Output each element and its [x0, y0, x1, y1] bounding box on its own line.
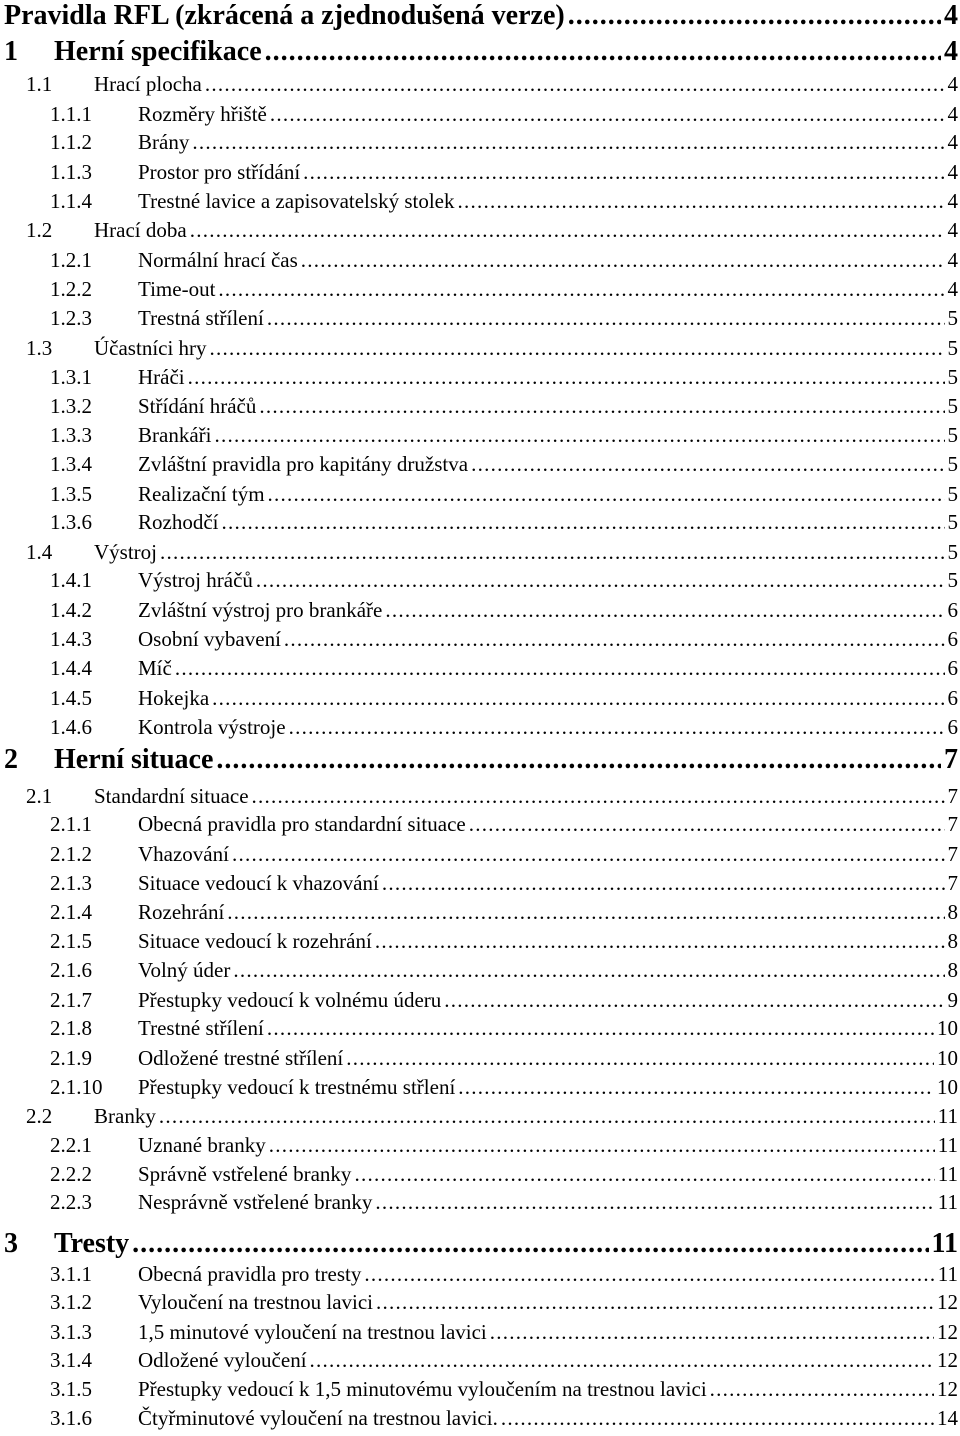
dot-leader: [471, 452, 944, 477]
dot-leader: [444, 988, 944, 1013]
toc-entry-page-number: 11: [937, 1162, 958, 1186]
toc-subsection-entry[interactable]: [50, 686, 958, 714]
toc-entry-page-number: 11: [937, 1262, 958, 1286]
toc-entry-page-number: 12: [937, 1320, 958, 1344]
toc-entry-title: Situace vedoucí k vhazování: [138, 871, 379, 895]
toc-entry-title: Brány: [138, 130, 190, 154]
toc-entry-number: 2.1.4: [50, 900, 92, 924]
toc-entry-title: Hrací plocha: [94, 72, 202, 96]
dot-leader: [501, 1406, 934, 1431]
toc-entry-page-number: 5: [947, 568, 958, 592]
toc-entry-title: Přestupky vedoucí k trestnému střlení: [138, 1075, 456, 1099]
dot-leader: [346, 1046, 934, 1071]
toc-entry-number: 1.4: [26, 540, 53, 564]
toc-subsection-entry[interactable]: [50, 900, 958, 928]
toc-entry-page-number: 5: [947, 452, 958, 476]
toc-entry-number: 3.1.2: [50, 1290, 92, 1314]
toc-entry-page-number: 4: [947, 277, 958, 301]
toc-entry-page-number: 7: [944, 744, 958, 775]
toc-subsection-entry[interactable]: [50, 189, 958, 217]
toc-entry-page-number: 5: [947, 336, 958, 360]
toc-subsection-entry[interactable]: [50, 277, 958, 305]
toc-subsection-entry[interactable]: [50, 423, 958, 451]
toc-entry-number: 3.1.3: [50, 1320, 92, 1344]
toc-entry-title: Zvláštní výstroj pro brankáře: [138, 598, 383, 622]
dot-leader: [303, 160, 944, 185]
toc-entry-page-number: 5: [947, 540, 958, 564]
toc-entry-page-number: 8: [947, 929, 958, 953]
dot-leader: [160, 540, 945, 565]
toc-entry-page-number: 12: [937, 1377, 958, 1401]
toc-subsection-entry[interactable]: [50, 394, 958, 422]
toc-entry-title: Hráči: [138, 365, 185, 389]
dot-leader: [269, 1133, 935, 1158]
toc-entry-number: 2.1.3: [50, 871, 92, 895]
dot-leader: [301, 248, 945, 273]
toc-entry-title: Pravidla RFL (zkrácená a zjednodušená verze): [4, 0, 565, 31]
toc-entry-number: 1.3.4: [50, 452, 92, 476]
toc-entry-page-number: 5: [947, 423, 958, 447]
toc-entry-page-number: 11: [937, 1104, 958, 1128]
toc-entry-title: Osobní vybavení: [138, 627, 281, 651]
toc-subsection-entry[interactable]: [50, 1406, 958, 1434]
toc-entry-title: Vyloučení na trestnou lavici: [138, 1290, 374, 1314]
dot-leader: [188, 365, 945, 390]
toc-entry-page-number: 12: [937, 1348, 958, 1372]
toc-entry-title: Prostor pro střídání: [138, 160, 301, 184]
toc-entry-title: Přestupky vedoucí k volnému úderu: [138, 988, 442, 1012]
dot-leader: [376, 1290, 934, 1315]
dot-leader: [216, 744, 941, 776]
toc-entry-number: 1.4.5: [50, 686, 92, 710]
dot-leader: [289, 715, 945, 740]
dot-leader: [364, 1262, 934, 1287]
toc-entry-title: Herní situace: [54, 744, 214, 775]
dot-leader: [382, 871, 945, 896]
toc-chapter-entry[interactable]: [4, 744, 958, 780]
toc-chapter-entry[interactable]: [4, 1228, 958, 1264]
toc-subsection-entry[interactable]: [50, 598, 958, 626]
toc-entry-number: 2: [4, 744, 18, 775]
toc-entry-title: Obecná pravidla pro standardní situace: [138, 812, 466, 836]
toc-entry-number: 2.1.8: [50, 1016, 92, 1040]
toc-subsection-entry[interactable]: [50, 1133, 958, 1161]
dot-leader: [205, 72, 945, 97]
toc-entry-number: 2.2.3: [50, 1190, 92, 1214]
toc-entry-page-number: 7: [947, 784, 958, 808]
toc-subsection-entry[interactable]: [50, 102, 958, 130]
toc-subsection-entry[interactable]: [50, 1262, 958, 1290]
toc-entry-title: Volný úder: [138, 958, 231, 982]
dot-leader: [259, 394, 944, 419]
toc-entry-page-number: 6: [947, 656, 958, 680]
dot-leader: [214, 423, 944, 448]
toc-subsection-entry[interactable]: [50, 1377, 958, 1405]
toc-entry-page-number: 7: [947, 871, 958, 895]
dot-leader: [159, 1104, 935, 1129]
toc-entry-title: Herní specifikace: [54, 36, 262, 67]
toc-entry-page-number: 14: [937, 1406, 958, 1430]
toc-entry-title: Tresty: [54, 1228, 130, 1259]
toc-entry-title: Odložené trestné střílení: [138, 1046, 344, 1070]
toc-subsection-entry[interactable]: [50, 160, 958, 188]
toc-entry-number: 1.3: [26, 336, 53, 360]
dot-leader: [232, 842, 945, 867]
toc-entry-number: 1.2.1: [50, 248, 92, 272]
toc-entry-number: 3.1.4: [50, 1348, 92, 1372]
toc-entry-page-number: 7: [947, 842, 958, 866]
toc-entry-page-number: 6: [947, 686, 958, 710]
toc-entry-number: 1.1: [26, 72, 53, 96]
toc-entry-title: Hrací doba: [94, 218, 187, 242]
toc-subsection-entry[interactable]: [50, 1320, 958, 1348]
toc-subsection-entry[interactable]: [50, 1046, 958, 1074]
dot-leader: [375, 1190, 934, 1215]
toc-entry-title: Čtyřminutové vyloučení na trestnou lavici.: [138, 1406, 498, 1430]
toc-section-entry[interactable]: [26, 336, 958, 364]
toc-entry-title: Míč: [138, 656, 172, 680]
toc-entry-number: 1.4.4: [50, 656, 92, 680]
toc-entry-page-number: 10: [937, 1075, 958, 1099]
toc-subsection-entry[interactable]: [50, 452, 958, 480]
toc-entry-number: 1.1.3: [50, 160, 92, 184]
toc-section-entry[interactable]: [26, 72, 958, 100]
dot-leader: [227, 900, 944, 925]
toc-entry-page-number: 11: [931, 1228, 958, 1259]
toc-subsection-entry[interactable]: [50, 365, 958, 393]
toc-entry-title: Kontrola výstroje: [138, 715, 286, 739]
toc-entry-page-number: 4: [947, 72, 958, 96]
dot-leader: [270, 102, 945, 127]
toc-entry-page-number: 5: [947, 394, 958, 418]
toc-subsection-entry[interactable]: [50, 656, 958, 684]
toc-subsection-entry[interactable]: [50, 1348, 958, 1376]
toc-entry-title: Přestupky vedoucí k 1,5 minutovému vyloučením na trestnou lavici: [138, 1377, 707, 1401]
toc-entry-number: 1.4.2: [50, 598, 92, 622]
dot-leader: [192, 130, 944, 155]
toc-subsection-entry[interactable]: [50, 1190, 958, 1218]
toc-entry-title: 1,5 minutové vyloučení na trestnou lavici: [138, 1320, 487, 1344]
toc-entry-title: Standardní situace: [94, 784, 249, 808]
toc-entry-number: 3.1.5: [50, 1377, 92, 1401]
toc-entry-title: Vhazování: [138, 842, 229, 866]
toc-entry-page-number: 5: [947, 482, 958, 506]
toc-entry-title: Zvláštní pravidla pro kapitány družstva: [138, 452, 469, 476]
toc-subsection-entry[interactable]: [50, 627, 958, 655]
dot-leader: [267, 306, 945, 331]
toc-entry-number: 1.3.1: [50, 365, 92, 389]
dot-leader: [233, 958, 944, 983]
toc-entry-number: 2.2: [26, 1104, 53, 1128]
toc-entry-title: Obecná pravidla pro tresty: [138, 1262, 362, 1286]
toc-entry-page-number: 4: [947, 189, 958, 213]
toc-subsection-entry[interactable]: [50, 929, 958, 957]
toc-subsection-entry[interactable]: [50, 1162, 958, 1190]
toc-entry-title: Trestné lavice a zapisovatelský stolek: [138, 189, 455, 213]
toc-subsection-entry[interactable]: [50, 1075, 958, 1103]
toc-subsection-entry[interactable]: [50, 871, 958, 899]
toc-entry-number: 2.1.5: [50, 929, 92, 953]
toc-entry-title: Realizační tým: [138, 482, 265, 506]
toc-entry-number: 1.4.1: [50, 568, 92, 592]
toc-subsection-entry[interactable]: [50, 306, 958, 334]
toc-entry-number: 2.1.1: [50, 812, 92, 836]
toc-entry-number: 1.1.1: [50, 102, 92, 126]
toc-entry-page-number: 5: [947, 510, 958, 534]
toc-entry-page-number: 11: [937, 1133, 958, 1157]
dot-leader: [710, 1377, 934, 1402]
toc-entry-number: 2.2.1: [50, 1133, 92, 1157]
dot-leader: [568, 0, 941, 32]
toc-entry-number: 1.2.2: [50, 277, 92, 301]
toc-entry-title: Výstroj hráčů: [138, 568, 253, 592]
dot-leader: [218, 277, 944, 302]
toc-entry-number: 1: [4, 36, 18, 67]
toc-entry-page-number: 6: [947, 627, 958, 651]
dot-leader: [221, 510, 944, 535]
dot-leader: [310, 1348, 934, 1373]
toc-subsection-entry[interactable]: [50, 812, 958, 840]
toc-entry-number: 3: [4, 1228, 18, 1259]
toc-subsection-entry[interactable]: [50, 130, 958, 158]
toc-entry-title: Time-out: [138, 277, 216, 301]
toc-chapter-entry[interactable]: [4, 36, 958, 72]
toc-entry-title: Nesprávně vstřelené branky: [138, 1190, 373, 1214]
toc-entry-page-number: 4: [947, 102, 958, 126]
toc-entry-page-number: 4: [947, 160, 958, 184]
toc-entry-number: 1.4.6: [50, 715, 92, 739]
toc-entry-page-number: 4: [944, 0, 958, 31]
toc-entry-number: 2.1: [26, 784, 53, 808]
toc-entry-number: 2.1.9: [50, 1046, 92, 1070]
toc-entry-number: 1.3.6: [50, 510, 92, 534]
toc-entry-title: Rozehrání: [138, 900, 225, 924]
toc-subsection-entry[interactable]: [50, 842, 958, 870]
toc-entry-title: Trestné střílení: [138, 1016, 264, 1040]
toc-entry-page-number: 4: [947, 248, 958, 272]
toc-entry-page-number: 4: [944, 36, 958, 67]
toc-entry-page-number: 6: [947, 598, 958, 622]
toc-entry-page-number: 9: [947, 988, 958, 1012]
toc-subsection-entry[interactable]: [50, 482, 958, 510]
toc-entry-number: 2.1.6: [50, 958, 92, 982]
toc-entry-page-number: 6: [947, 715, 958, 739]
toc-subsection-entry[interactable]: [50, 715, 958, 743]
toc-section-entry[interactable]: [26, 784, 958, 812]
dot-leader: [375, 929, 945, 954]
toc-entry-page-number: 4: [947, 218, 958, 242]
dot-leader: [132, 1228, 928, 1260]
toc-subsection-entry[interactable]: [50, 958, 958, 986]
toc-entry-number: 1.1.2: [50, 130, 92, 154]
dot-leader: [175, 656, 945, 681]
toc-entry-number: 1.2: [26, 218, 53, 242]
toc-entry-title: Uznané branky: [138, 1133, 266, 1157]
dot-leader: [265, 36, 941, 68]
toc-entry-number: 1.2.3: [50, 306, 92, 330]
dot-leader: [354, 1162, 934, 1187]
toc-entry-title: Hokejka: [138, 686, 210, 710]
toc-entry-number: 3.1.6: [50, 1406, 92, 1430]
dot-leader: [490, 1320, 934, 1345]
toc-entry-title: Normální hrací čas: [138, 248, 298, 272]
toc-subsection-entry[interactable]: [50, 1290, 958, 1318]
toc-entry-number: 1.1.4: [50, 189, 92, 213]
dot-leader: [385, 598, 944, 623]
toc-entry-page-number: 10: [937, 1046, 958, 1070]
toc-entry-title: Trestná střílení: [138, 306, 264, 330]
toc-entry-title: Účastníci hry: [94, 336, 207, 360]
dot-leader: [190, 218, 945, 243]
toc-section-entry[interactable]: [26, 540, 958, 568]
toc-entry-number: 2.1.7: [50, 988, 92, 1012]
toc-entry-page-number: 10: [937, 1016, 958, 1040]
toc-section-entry[interactable]: [26, 1104, 958, 1132]
toc-chapter-entry[interactable]: [4, 0, 958, 36]
dot-leader: [256, 568, 945, 593]
toc-entry-number: 1.3.2: [50, 394, 92, 418]
toc-entry-page-number: 11: [937, 1190, 958, 1214]
toc-entry-page-number: 12: [937, 1290, 958, 1314]
toc-entry-page-number: 5: [947, 306, 958, 330]
toc-entry-title: Situace vedoucí k rozehrání: [138, 929, 372, 953]
toc-entry-page-number: 8: [947, 958, 958, 982]
toc-section-entry[interactable]: [26, 218, 958, 246]
toc-entry-number: 1.3.5: [50, 482, 92, 506]
toc-entry-number: 3.1.1: [50, 1262, 92, 1286]
toc-subsection-entry[interactable]: [50, 1016, 958, 1044]
toc-subsection-entry[interactable]: [50, 248, 958, 276]
toc-entry-page-number: 5: [947, 365, 958, 389]
toc-entry-page-number: 7: [947, 812, 958, 836]
toc-entry-title: Odložené vyloučení: [138, 1348, 307, 1372]
toc-entry-number: 2.2.2: [50, 1162, 92, 1186]
toc-entry-page-number: 8: [947, 900, 958, 924]
toc-entry-title: Brankáři: [138, 423, 212, 447]
toc-entry-title: Rozhodčí: [138, 510, 219, 534]
dot-leader: [284, 627, 945, 652]
toc-entry-number: 1.3.3: [50, 423, 92, 447]
dot-leader: [212, 686, 944, 711]
dot-leader: [458, 1075, 934, 1100]
toc-entry-number: 1.4.3: [50, 627, 92, 651]
dot-leader: [267, 1016, 934, 1041]
toc-subsection-entry[interactable]: [50, 510, 958, 538]
dot-leader: [268, 482, 945, 507]
dot-leader: [457, 189, 944, 214]
toc-entry-title: Střídání hráčů: [138, 394, 257, 418]
toc-subsection-entry[interactable]: [50, 988, 958, 1016]
toc-entry-title: Branky: [94, 1104, 156, 1128]
toc-subsection-entry[interactable]: [50, 568, 958, 596]
toc-entry-number: 2.1.10: [50, 1075, 103, 1099]
dot-leader: [252, 784, 945, 809]
toc-entry-number: 2.1.2: [50, 842, 92, 866]
toc-entry-page-number: 4: [947, 130, 958, 154]
toc-entry-title: Výstroj: [94, 540, 157, 564]
toc-entry-title: Správně vstřelené branky: [138, 1162, 352, 1186]
toc-entry-title: Rozměry hřiště: [138, 102, 267, 126]
dot-leader: [469, 812, 945, 837]
dot-leader: [210, 336, 945, 361]
